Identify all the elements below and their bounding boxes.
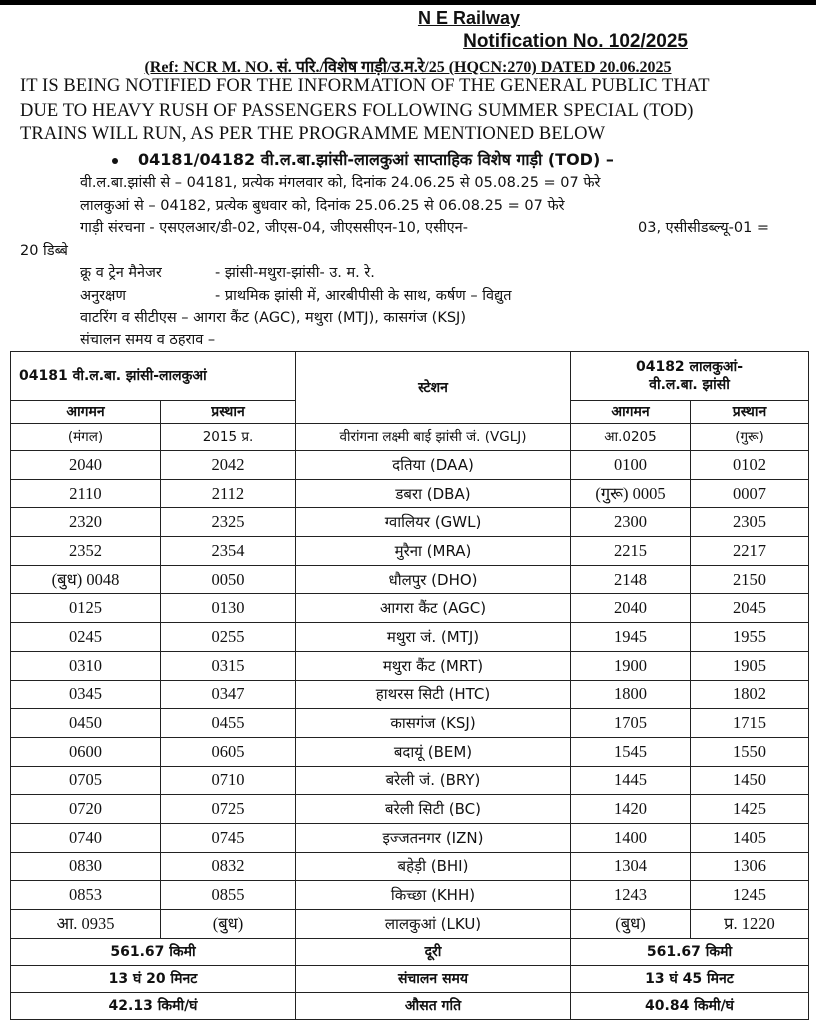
down-schedule-line: वी.ल.बा.झांसी से – 04181, प्रत्येक मंगलवार को, दिनांक 24.06.25 से 05.08.25 = 07 फेरे [80, 175, 601, 191]
up-train-header-line-2: वी.ल.बा. झांसी [649, 377, 730, 393]
station-name: बदायूं (BEM) [296, 737, 571, 766]
up-summary-value: 561.67 किमी [571, 938, 809, 965]
down-arrival: (बुध) 0048 [11, 565, 161, 594]
station-name: बरेली सिटी (BC) [296, 795, 571, 824]
down-arrival: 0310 [11, 651, 161, 680]
table-row [11, 565, 809, 594]
down-arrival: 2110 [11, 479, 161, 508]
table-row [11, 508, 809, 537]
summary-row [11, 938, 809, 965]
up-arrival: 2215 [571, 537, 691, 566]
up-arrival: 1545 [571, 737, 691, 766]
table-row [11, 795, 809, 824]
composition-line-b: 03, एसीसीडब्ल्यू-01 = [638, 220, 770, 236]
down-train-header: 04181 वी.ल.बा. झांसी-लालकुआं [11, 352, 296, 401]
down-departure: 0855 [161, 881, 296, 910]
up-arrival-header: आगमन [571, 401, 691, 424]
down-departure: 2015 प्र. [161, 424, 296, 451]
station-name: वीरांगना लक्ष्मी बाई झांसी जं. (VGLJ) [296, 424, 571, 451]
down-arrival: 0125 [11, 594, 161, 623]
up-arrival: 0100 [571, 451, 691, 480]
up-departure: (गुरू) [691, 424, 809, 451]
station-name: डबरा (DBA) [296, 479, 571, 508]
station-name: कासगंज (KSJ) [296, 709, 571, 738]
train-heading-text: 04181/04182 वी.ल.बा.झांसी-लालकुआं साप्ताहिक विशेष गाड़ी (TOD) – [138, 150, 614, 169]
down-departure: 0605 [161, 737, 296, 766]
station-name: धौलपुर (DHO) [296, 565, 571, 594]
down-arrival: 0830 [11, 852, 161, 881]
top-border [0, 0, 816, 5]
station-name: हाथरस सिटी (HTC) [296, 680, 571, 709]
down-departure: 2325 [161, 508, 296, 537]
up-train-header-line-1: 04182 लालकुआं- [635, 359, 744, 375]
station-name: ग्वालियर (GWL) [296, 508, 571, 537]
up-arrival: 1900 [571, 651, 691, 680]
up-departure: 1550 [691, 737, 809, 766]
station-header: स्टेशन [296, 352, 571, 424]
up-summary-value: 13 घं 45 मिनट [571, 965, 809, 992]
down-arrival: 0720 [11, 795, 161, 824]
summary-label: संचालन समय [296, 965, 571, 992]
station-name: दतिया (DAA) [296, 451, 571, 480]
up-departure-header: प्रस्थान [691, 401, 809, 424]
train-heading [112, 148, 614, 170]
down-arrival: 0600 [11, 737, 161, 766]
down-summary-value: 42.13 किमी/घं [11, 992, 296, 1019]
down-arrival: आ. 0935 [11, 910, 161, 939]
down-summary-value: 561.67 किमी [11, 938, 296, 965]
schedule-table [10, 351, 809, 1020]
up-summary-value: 40.84 किमी/घं [571, 992, 809, 1019]
crew-label: क्रू व ट्रेन मैनेजर [80, 265, 162, 281]
summary-label: दूरी [296, 938, 571, 965]
down-departure: 0255 [161, 623, 296, 652]
table-row [11, 623, 809, 652]
up-arrival: (बुध) [571, 910, 691, 939]
up-arrival: 1243 [571, 881, 691, 910]
down-arrival: 0705 [11, 766, 161, 795]
down-summary-value: 13 घं 20 मिनट [11, 965, 296, 992]
down-departure: 0832 [161, 852, 296, 881]
station-name: बरेली जं. (BRY) [296, 766, 571, 795]
table-row [11, 537, 809, 566]
down-arrival: 2320 [11, 508, 161, 537]
up-arrival: 1800 [571, 680, 691, 709]
notice-line-2: DUE TO HEAVY RUSH OF PASSENGERS FOLLOWING SUMMER SPECIAL (TOD) [20, 101, 694, 121]
railway-title: N E Railway [417, 8, 520, 28]
table-row [11, 881, 809, 910]
up-arrival: 2300 [571, 508, 691, 537]
crew-value: - झांसी-मथुरा-झांसी- उ. म. रे. [215, 265, 375, 281]
composition-line-a: गाड़ी संरचना - एसएलआर/डी-02, जीएस-04, जीएससीएन-10, एसीएन- [80, 220, 468, 236]
summary-label: औसत गति [296, 992, 571, 1019]
down-arrival: (मंगल) [11, 424, 161, 451]
up-departure: 2305 [691, 508, 809, 537]
table-row [11, 651, 809, 680]
up-departure: 1245 [691, 881, 809, 910]
station-name: इज्जतनगर (IZN) [296, 823, 571, 852]
down-arrival: 0450 [11, 709, 161, 738]
up-arrival: 2040 [571, 594, 691, 623]
down-departure: 0130 [161, 594, 296, 623]
timing-line: संचालन समय व ठहराव – [80, 332, 216, 348]
watering-line: वाटरिंग व सीटीएस – आगरा कैंट (AGC), मथुरा (MTJ), कासगंज (KSJ) [80, 310, 466, 326]
up-arrival: (गुरू) 0005 [571, 479, 691, 508]
up-departure: 2045 [691, 594, 809, 623]
table-row [11, 680, 809, 709]
station-name: बहेड़ी (BHI) [296, 852, 571, 881]
down-arrival: 0853 [11, 881, 161, 910]
down-arrival: 0345 [11, 680, 161, 709]
up-departure: 2150 [691, 565, 809, 594]
summary-row [11, 965, 809, 992]
maintenance-line [80, 285, 511, 305]
down-departure: 2354 [161, 537, 296, 566]
down-departure: 0455 [161, 709, 296, 738]
station-name: मथुरा कैंट (MRT) [296, 651, 571, 680]
up-arrival: 1945 [571, 623, 691, 652]
bullet-icon [112, 158, 118, 164]
down-departure: 0710 [161, 766, 296, 795]
down-arrival: 0740 [11, 823, 161, 852]
up-arrival: 1400 [571, 823, 691, 852]
up-schedule-line: लालकुआं से – 04182, प्रत्येक बुधवार को, दिनांक 25.06.25 से 06.08.25 = 07 फेरे [80, 198, 565, 214]
up-departure: 1802 [691, 680, 809, 709]
station-name: किच्छा (KHH) [296, 881, 571, 910]
table-row [11, 737, 809, 766]
table-row [11, 424, 809, 451]
up-departure: 0007 [691, 479, 809, 508]
table-row [11, 594, 809, 623]
maintenance-value: - प्राथमिक झांसी में, आरबीपीसी के साथ, कर्षण – विद्युत [215, 288, 512, 304]
station-name: मथुरा जं. (MTJ) [296, 623, 571, 652]
down-departure: 0050 [161, 565, 296, 594]
table-header-row [11, 352, 809, 401]
down-arrival: 0245 [11, 623, 161, 652]
summary-row [11, 992, 809, 1019]
table-row [11, 479, 809, 508]
up-arrival: 2148 [571, 565, 691, 594]
up-arrival: 1445 [571, 766, 691, 795]
up-departure: 1955 [691, 623, 809, 652]
up-departure: 1905 [691, 651, 809, 680]
up-arrival: 1705 [571, 709, 691, 738]
station-name: आगरा कैंट (AGC) [296, 594, 571, 623]
table-row [11, 852, 809, 881]
up-arrival: आ.0205 [571, 424, 691, 451]
down-departure: 2042 [161, 451, 296, 480]
up-departure: 1425 [691, 795, 809, 824]
notice-line-3: TRAINS WILL RUN, AS PER THE PROGRAMME MENTIONED BELOW [20, 124, 606, 144]
down-departure: (बुध) [161, 910, 296, 939]
up-departure: 1715 [691, 709, 809, 738]
down-departure: 0725 [161, 795, 296, 824]
up-arrival: 1304 [571, 852, 691, 881]
up-departure: प्र. 1220 [691, 910, 809, 939]
down-departure-header: प्रस्थान [161, 401, 296, 424]
notification-number: Notification No. 102/2025 [463, 31, 688, 52]
down-departure: 0315 [161, 651, 296, 680]
composition-line-c: 20 डिब्बे [20, 243, 68, 259]
down-departure: 0745 [161, 823, 296, 852]
station-name: मुरैना (MRA) [296, 537, 571, 566]
crew-line [80, 262, 375, 282]
reference-line: (Ref: NCR M. NO. सं. परि./विशेष गाड़ी/उ.म.रे/25 (HQCN:270) DATED 20.06.2025 [144, 59, 672, 76]
table-row [11, 823, 809, 852]
down-arrival: 2040 [11, 451, 161, 480]
up-departure: 1450 [691, 766, 809, 795]
up-departure: 2217 [691, 537, 809, 566]
maintenance-label: अनुरक्षण [80, 288, 126, 304]
table-row [11, 451, 809, 480]
down-arrival-header: आगमन [11, 401, 161, 424]
down-arrival: 2352 [11, 537, 161, 566]
up-train-header [571, 352, 809, 401]
station-name: लालकुआं (LKU) [296, 910, 571, 939]
down-departure: 2112 [161, 479, 296, 508]
table-row [11, 910, 809, 939]
up-departure: 1405 [691, 823, 809, 852]
notice-line-1: IT IS BEING NOTIFIED FOR THE INFORMATION OF THE GENERAL PUBLIC THAT [20, 76, 710, 96]
up-departure: 1306 [691, 852, 809, 881]
down-departure: 0347 [161, 680, 296, 709]
table-row [11, 709, 809, 738]
up-departure: 0102 [691, 451, 809, 480]
table-row [11, 766, 809, 795]
up-arrival: 1420 [571, 795, 691, 824]
